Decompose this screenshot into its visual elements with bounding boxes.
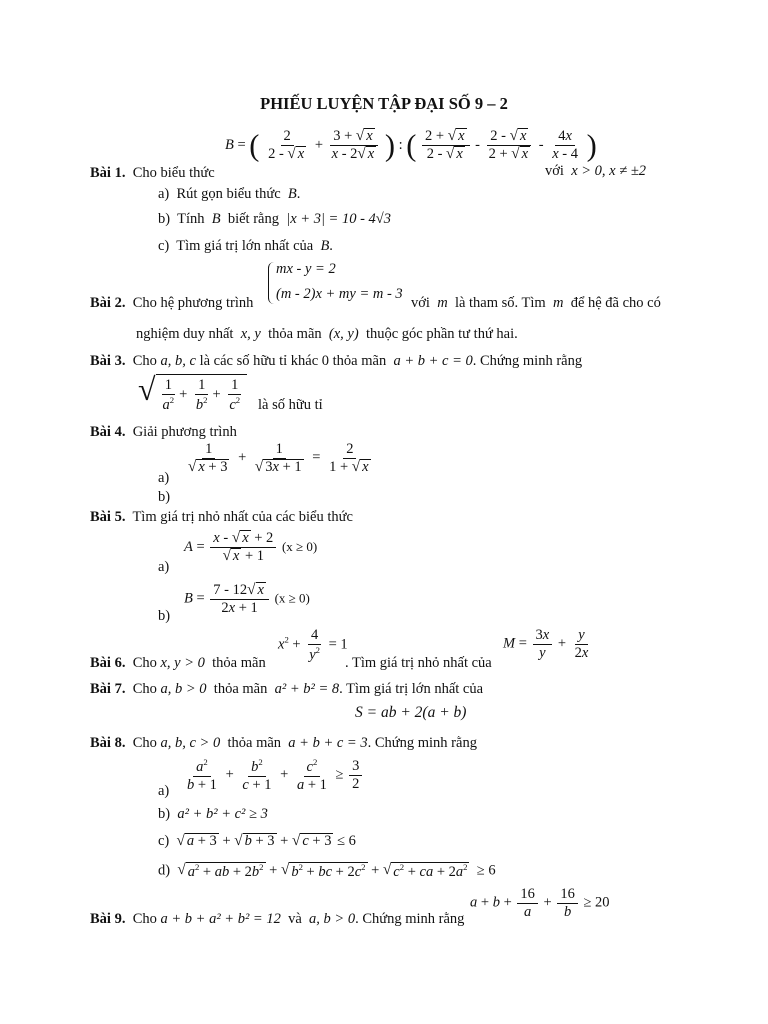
b1-item-c: c) Tìm giá trị lớn nhất của B. [158,238,333,254]
b2-condition: với m là tham số. Tìm m để hệ đã cho có [411,295,661,311]
b2-system-brace [268,262,275,304]
b8-item-a-key: a) [158,783,170,799]
b1-item-b: b) Tính B biết rằng |x + 3| = 10 - 4√3 [158,211,391,227]
b1-header: Bài 1. Cho biểu thức [90,165,215,181]
b4-item-b-key: b) [158,489,171,505]
b2-equation-1: mx - y = 2 [276,261,336,277]
b1-item-a: a) Rút gọn biểu thức B. [158,186,301,202]
b8-item-b: b) a² + b² + c² ≥ 3 [158,806,268,822]
b2-equation-2: (m - 2)x + my = m - 3 [276,286,403,302]
b2-header: Bài 2. Cho hệ phương trình [90,295,254,311]
b5-expression-a: A = x - √ x + 2 √ x + 1 (x ≥ 0) [184,529,318,565]
b4-equation-a: 1 √ x + 3 + 1 √ 3x + 1 = 2 1 + √ x [188,441,369,475]
page-title: PHIẾU LUYỆN TẬP ĐẠI SỐ 9 – 2 [260,94,508,113]
b3-header: Bài 3. Cho a, b, c là các số hữu tỉ khác 0 thỏa mãn a + b + c = 0. Chứng minh rằng [90,353,583,369]
b7-s-expression: S = ab + 2(a + b) [355,704,467,721]
b4-header: Bài 4. Giải phương trình [90,424,237,440]
b1-expression: B = ( 2 2 - √ x + 3 + √ x x - 2 √ x ) : ( 2 + √ x 2 - √ x - 2 - √ x 2 + √ x - $\frac{4x}{x - 4}$ ) [225,127,597,163]
b5-item-b-key: b) [158,608,171,624]
b2-line-2: nghiệm duy nhất x, y thỏa mãn (x, y) thuộc góc phần tư thứ hai. [136,326,518,342]
b5-item-a-key: a) [158,559,170,575]
b5-header: Bài 5. Tìm giá trị nhỏ nhất của các biểu thức [90,509,353,525]
b3-expression: √ $\frac{1}{a^2}$ + $\frac{1}{b^2}$ + $\frac{1}{c^2}$ là số hữu tỉ [138,372,323,413]
b9-header: Bài 9. Cho a + b + a² + b² = 12 và a, b > 0. Chứng minh rằng [90,911,465,927]
b7-header: Bài 7. Cho a, b > 0 thỏa mãn a² + b² = 8. Tìm giá trị lớn nhất của [90,681,484,697]
b1-condition: với x > 0, x ≠ ±2 [545,163,647,179]
b9-inequality: a + b + $\frac{16}{a}$ + $\frac{16}{b}$ ≥ 20 [470,886,610,920]
b4-item-a-key: a) [158,470,170,486]
b6-constraint: $x^2$ + $\frac{4}{y^2}$ = 1 [278,627,348,663]
b6-target: M = $\frac{3x}{y}$ + $\frac{y}{2x}$ [503,627,589,661]
b8-item-c: c) √ a + 3 + √ b + 3 + √ c + 3 ≤ 6 [158,832,356,850]
b6-tail: . Tìm giá trị nhỏ nhất của [345,655,492,671]
b6-header: Bài 6. Cho x, y > 0 thỏa mãn [90,655,266,671]
b5-expression-b: B = 7 - 12 √ x 2x + 1 (x ≥ 0) [184,581,310,617]
b8-item-d: d) √ $a^2$ + ab + $2b^2$ + √ $b^2$ + bc + $2c^2$ + √ $c^2$ + ca + $2a^2$ ≥ 6 [158,861,496,880]
b8-header: Bài 8. Cho a, b, c > 0 thỏa mãn a + b + c = 3. Chứng minh rằng [90,735,477,751]
b8-expression-a: $\frac{a^2}{b + 1}$ + $\frac{b^2}{c + 1}$ + $\frac{c^2}{a + 1}$ ≥ $\frac{3}{2}$ [182,757,364,793]
